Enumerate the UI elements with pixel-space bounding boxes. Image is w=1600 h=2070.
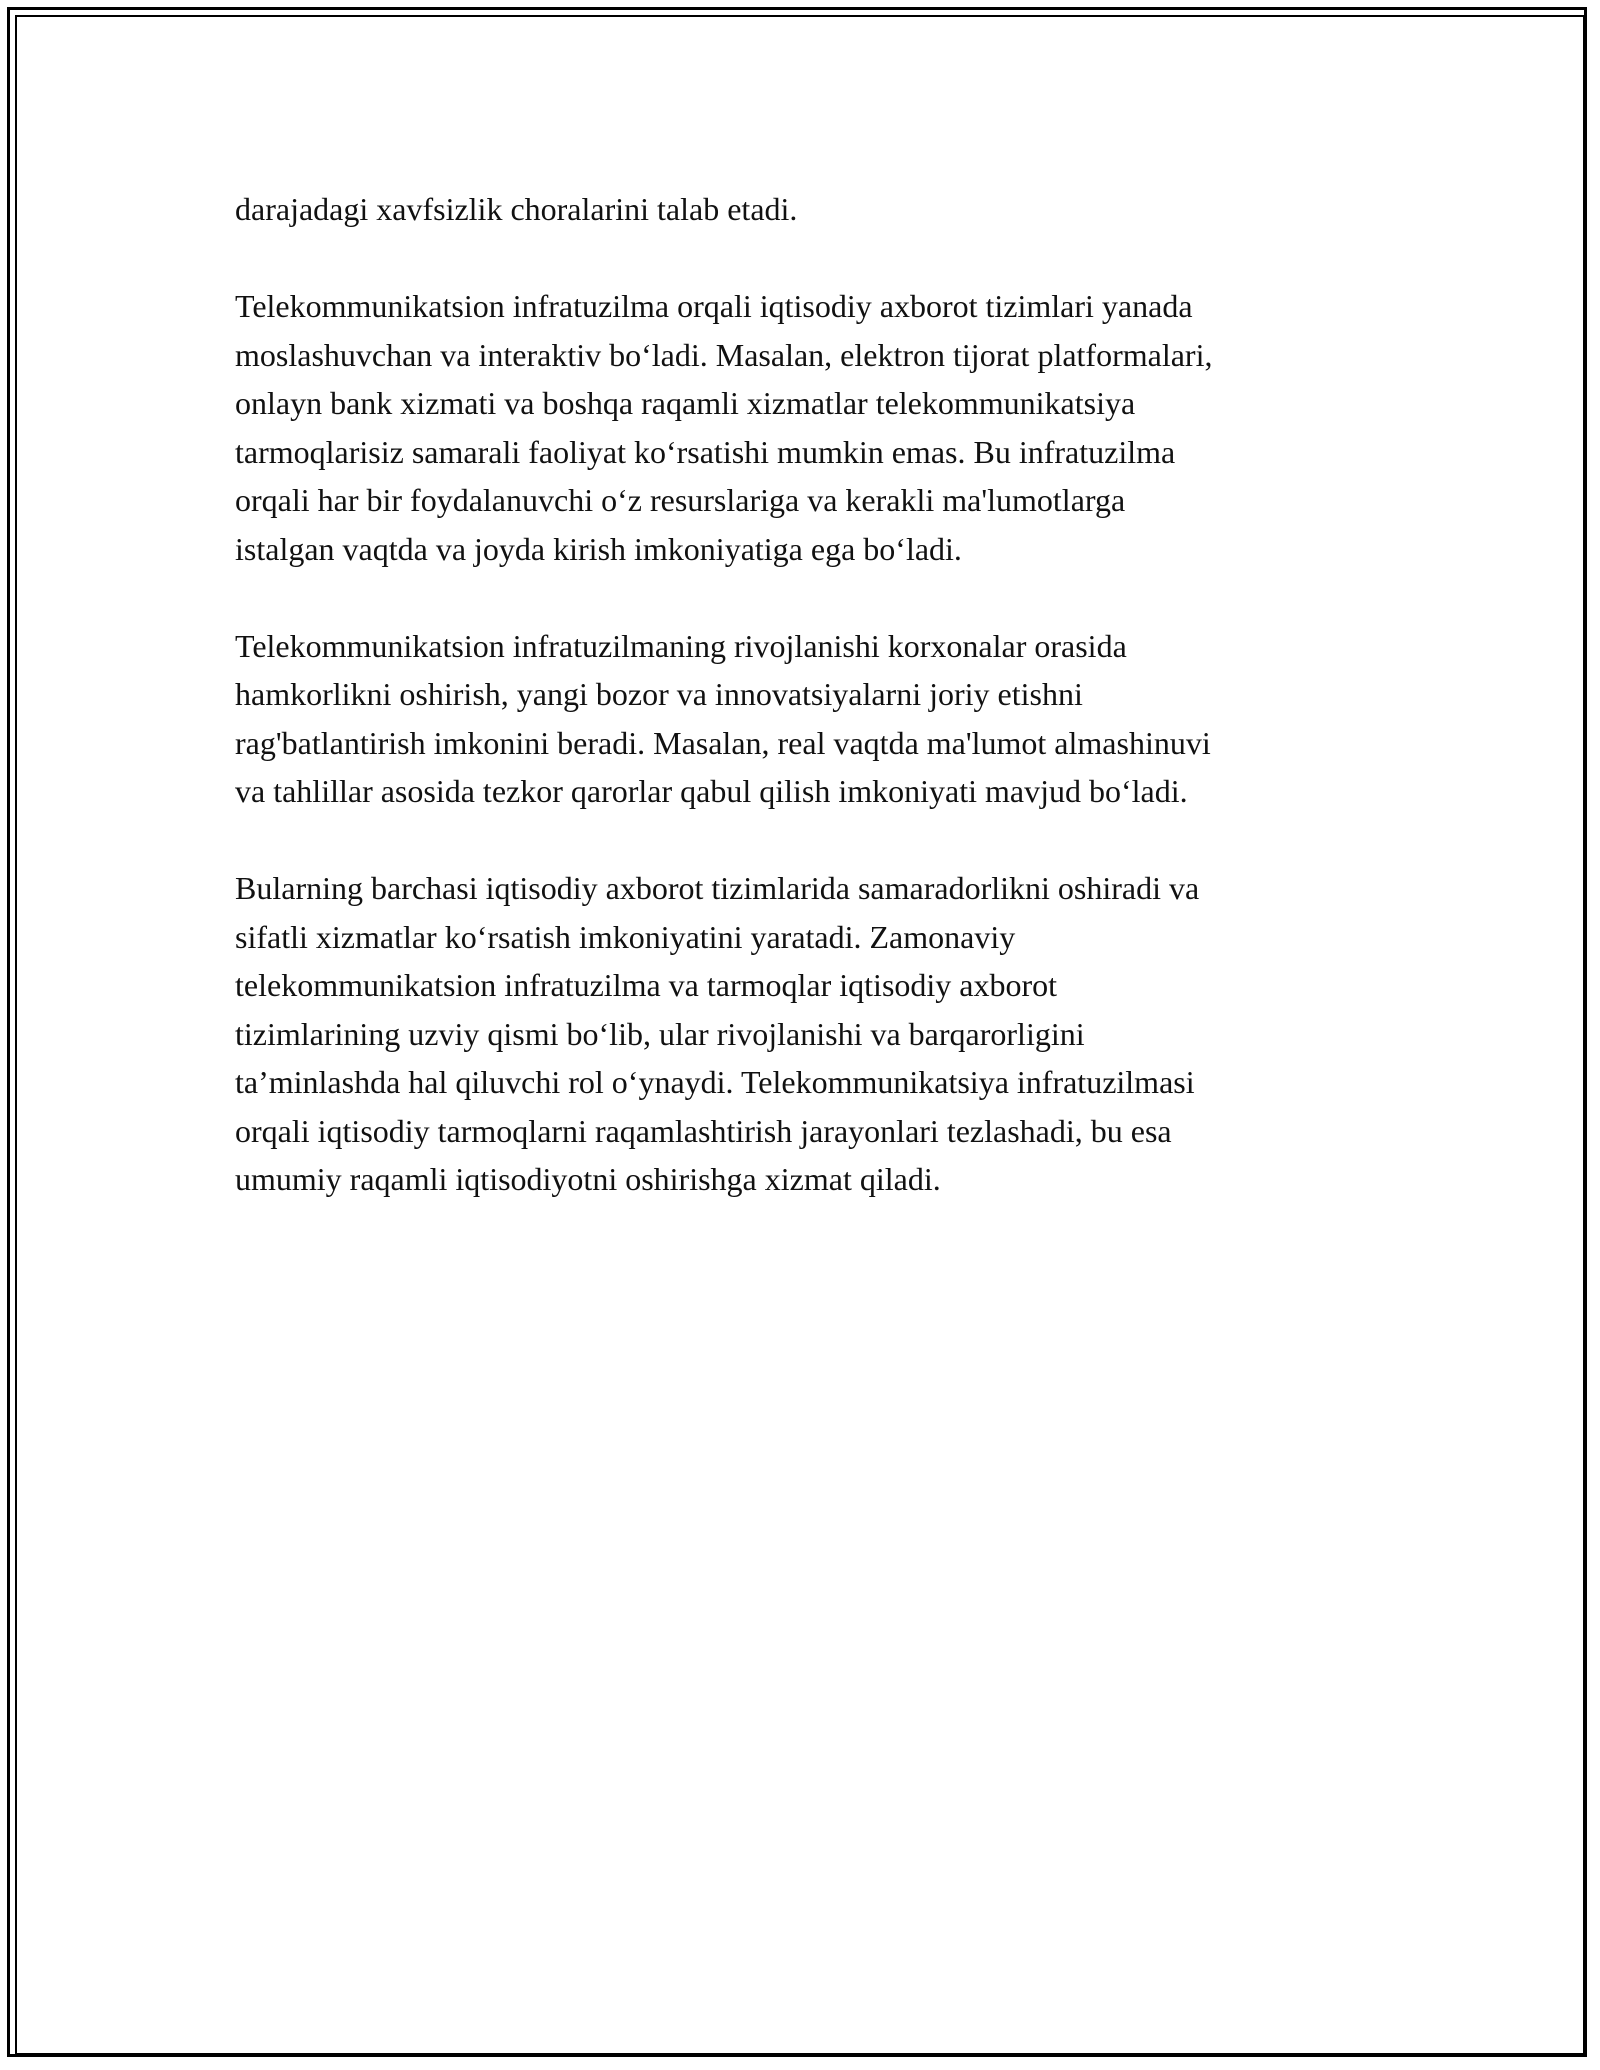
text-line: Telekommunikatsion infratuzilmaning rivojlanishi korxonalar orasida [235,627,1127,664]
text-line: umumiy raqamli iqtisodiyotni oshirishga xizmat qiladi. [235,1161,941,1197]
paragraph-3 [235,622,1375,816]
text-line: telekommunikatsion infratuzilma va tarmoqlar iqtisodiy axborot [235,967,1058,1003]
text-line: ta’minlashda hal qiluvchi rol o‘ynaydi. Telekommunikatsiya infratuzilmasi [235,1064,1195,1100]
text-line: tizimlarining uzviy qismi bo‘lib, ular rivojlanishi va barqarorligini [235,1015,1085,1052]
document-body [235,185,1375,1252]
text-line: orqali iqtisodiy tarmoqlarni raqamlashtirish jarayonlari tezlashadi, bu esa [235,1112,1172,1149]
paragraph-1 [235,185,1375,234]
text-line: Telekommunikatsion infratuzilma orqali iqtisodiy axborot tizimlari yanada [235,288,1193,324]
text-line: hamkorlikni oshirish, yangi bozor va innovatsiyalarni joriy etishni [235,676,1083,712]
text-line: rag'batlantirish imkonini beradi. Masalan, real vaqtda ma'lumot almashinuvi [235,724,1211,761]
text-line: Bularning barchasi iqtisodiy axborot tizimlarida samaradorlikni oshiradi va [235,870,1200,906]
text-line: va tahlillar asosida tezkor qarorlar qabul qilish imkoniyati mavjud bo‘ladi. [235,773,1188,809]
text-line: sifatli xizmatlar ko‘rsatish imkoniyatini yaratadi. Zamonaviy [235,918,1016,955]
paragraph-2 [235,282,1375,573]
text-line: darajadagi xavfsizlik choralarini talab etadi. [235,191,798,227]
text-line: istalgan vaqtda va joyda kirish imkoniyatiga ega bo‘ladi. [235,530,962,567]
text-line: orqali har bir foydalanuvchi o‘z resurslariga va kerakli ma'lumotlarga [235,482,1126,518]
text-line: tarmoqlarisiz samarali faoliyat ko‘rsatishi mumkin emas. Bu infratuzilma [235,433,1176,470]
paragraph-4 [235,864,1375,1204]
text-line: moslashuvchan va interaktiv bo‘ladi. Masalan, elektron tijorat platformalari, [235,336,1213,373]
text-line: onlayn bank xizmati va boshqa raqamli xizmatlar telekommunikatsiya [235,385,1136,421]
